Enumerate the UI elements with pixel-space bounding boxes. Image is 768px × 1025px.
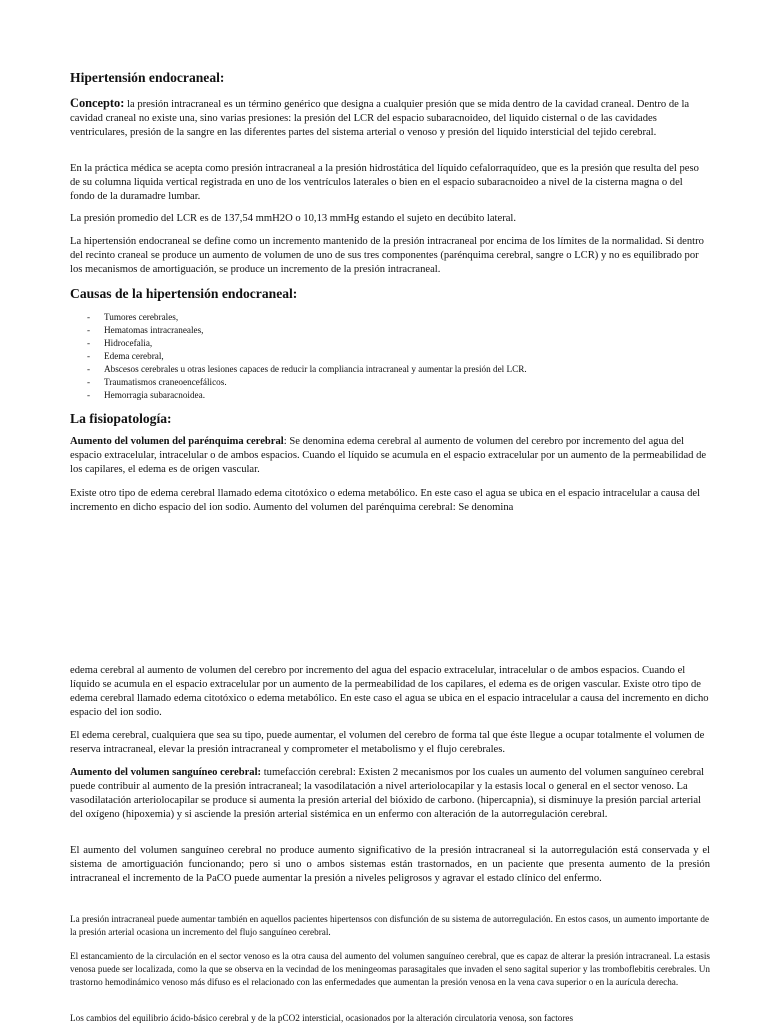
edema-block (70, 729, 710, 757)
continuacion-paragraph: edema cerebral al aumento de volumen del cerebro por incremento del agua del espacio extracelular, intracelular o de ambos espacios. Cuando el líquido se acumula en el espacio extracelular por un aumento de la permeabilidad de los capilares, el edema es de origen vascular. Existe otro tipo de edema cerebral llamado edema citotóxico o edema metabólico. En este caso el agua se ubica en el espacio intracelular a causa del incremento en dicho espacio del ion sodio. (70, 665, 709, 718)
fisio-heading: La fisiopatología: (70, 411, 172, 426)
cambios-paragraph: Los cambios del equilibrio ácido-básico cerebral y de la pCO2 intersticial, ocasionados por la alteración circulatoria venosa, son factores (70, 1013, 574, 1023)
bullet-dash: - (87, 312, 91, 322)
causas-list (70, 311, 710, 402)
list-item: - Hematomas intracraneales, (87, 325, 204, 335)
fisio-heading-block (70, 411, 710, 427)
definicion-block (70, 235, 710, 277)
definicion-paragraph: La hipertensión endocraneal se define como un incremento mantenido de la presión intracraneal por encima de los límites de la normalidad. Si dentro del recinto craneal se produce un aumento de volumen de uno de sus tres componentes (parénquima cerebral, sangre o LCR) y no es equilibrado por los mecanismos de amortiguación, se produce un incremento de la presión intracraneal. (70, 236, 704, 275)
autorregulacion-paragraph: El aumento del volumen sanguíneo cerebral no produce aumento significativo de la presión intracraneal si la autorregulación está conservada y el sistema de amortiguación funcionando; pero si uno o ambos sistemas están trastornados, en un paciente que presenta aumento de la presión intracraneal el incremento de la PaCO puede aumentar la presión a niveles peligrosos y agravar el estado clínico del enfermo. (70, 845, 710, 884)
citotoxico-block (70, 487, 710, 515)
continuacion-block (70, 664, 710, 720)
autorregulacion-block (70, 844, 710, 886)
sanguineo-label: Aumento del volumen sanguíneo cerebral: (70, 767, 262, 778)
concepto-label: Concepto: (70, 96, 125, 110)
bullet-dash: - (87, 377, 91, 387)
parenquima-paragraph (70, 435, 710, 477)
list-item: - Traumatismos craneoencefálicos. (87, 377, 227, 387)
causas-list-block (70, 311, 710, 402)
bullet-dash: - (87, 351, 91, 361)
list-item: - Abscesos cerebrales u otras lesiones capaces de reducir la compliancia intracraneal y aumentar la presión del LCR. (87, 364, 527, 374)
bullet-dash: - (87, 338, 91, 348)
hipertensos-paragraph: La presión intracraneal puede aumentar también en aquellos pacientes hipertensos con disfunción de su sistema de autorregulación. En estos casos, un aumento importante de la presión arterial ocasiona un incremento del flujo sanguíneo cerebral. (70, 914, 710, 937)
list-item: - Hidrocefalia, (87, 338, 153, 348)
sanguineo-text: tumefacción cerebral: Existen 2 mecanismos por los cuales un aumento del volumen sanguíneo cerebral puede contribuir al aumento de la presión intracraneal; la vasodilatación a nivel arteriolocapilar y la estasis local o general en el sector venoso. La vasodilatación arteriolocapilar se produce si aumenta la presión arterial del bióxido de carbono. (hipercapnia), si disminuye la presión parcial arterial del oxígeno (hipoxemia) y si asciende la presión arterial sistémica en un enfermo con alteración de la autorregulación cerebral. (70, 767, 705, 820)
estancamiento-block (70, 950, 710, 989)
concepto-block (70, 96, 710, 140)
sanguineo-block (70, 766, 710, 822)
list-item: - Tumores cerebrales, (87, 312, 179, 322)
list-item: - Hemorragia subaracnoidea. (87, 390, 206, 400)
hipertensos-block (70, 913, 710, 939)
causas-heading-block (70, 286, 710, 302)
parenquima-block (70, 435, 710, 477)
estancamiento-paragraph: El estancamiento de la circulación en el sector venoso es la otra causa del aumento del volumen sanguíneo cerebral, que es capaz de alterar la presión intracraneal. La estasis venosa puede ser localizada, como la que se observa en la vecindad de los meningeomas parasagitales que invaden el seno sagital superior y las tromboflebitis cerebrales. Un trastorno hemodinámico venoso más difuso es el relacionado con las enfermedades que aumentan la presión venosa en la vena cava superior o en la aurícula derecha. (70, 951, 710, 987)
causas-heading: Causas de la hipertensión endocraneal: (70, 286, 298, 301)
sanguineo-paragraph (70, 766, 710, 822)
bullet-dash: - (87, 390, 91, 400)
cambios-block (70, 1012, 710, 1025)
concepto-text: la presión intracraneal es un término genérico que designa a cualquier presión que se mida dentro de la cavidad craneal. Dentro de la cavidad craneal no existe una, sino varias presiones: la presión del LCR del espacio subaracnoideo, del liquido cisternal o de las cavidades ventriculares, presión de la sangre en las diferentes partes del sistema arterial o venoso y presión del liquido intersticial del tejido cerebral. (70, 99, 690, 138)
promedio-block (70, 212, 710, 226)
list-item: - Edema cerebral, (87, 351, 164, 361)
practica-paragraph: En la práctica médica se acepta como presión intracraneal a la presión hidrostática del líquido cefalorraquídeo, que es la presión que resulta del peso de su columna liquida vertical registrada en uno de los ventrículos laterales o bien en el espacio subaracnoideo a nivel de la cisterna magna o del fondo de la duramadre lumbar. (70, 163, 699, 202)
main-heading-block (70, 70, 710, 86)
parenquima-text: : Se denomina edema cerebral al aumento de volumen del cerebro por incremento del agua del espacio extracelular, intracelular o de ambos espacios. Cuando el líquido se acumula en el espacio extracelular por un aumento de la permeabilidad de los capilares, el edema es de origen vascular. (70, 436, 707, 475)
main-heading: Hipertensión endocraneal: (70, 70, 225, 85)
promedio-paragraph: La presión promedio del LCR es de 137,54 mmH2O o 10,13 mmHg estando el sujeto en decúbito lateral. (70, 213, 517, 224)
parenquima-label: Aumento del volumen del parénquima cerebral (70, 436, 284, 447)
bullet-dash: - (87, 364, 91, 374)
practica-block (70, 162, 710, 204)
bullet-dash: - (87, 325, 91, 335)
citotoxico-paragraph: Existe otro tipo de edema cerebral llamado edema citotóxico o edema metabólico. En este caso el agua se ubica en el espacio intracelular a causa del incremento en dicho espacio del ion sodio. Aumento del volumen del parénquima cerebral: Se denomina (70, 488, 701, 513)
edema-paragraph: El edema cerebral, cualquiera que sea su tipo, puede aumentar, el volumen del cerebro de forma tal que éste llegue a ocupar totalmente el volumen de reserva intracraneal, elevar la presión intracraneal y comprometer el metabolismo y el flujo cerebrales. (70, 730, 705, 755)
concepto-paragraph (70, 96, 710, 140)
